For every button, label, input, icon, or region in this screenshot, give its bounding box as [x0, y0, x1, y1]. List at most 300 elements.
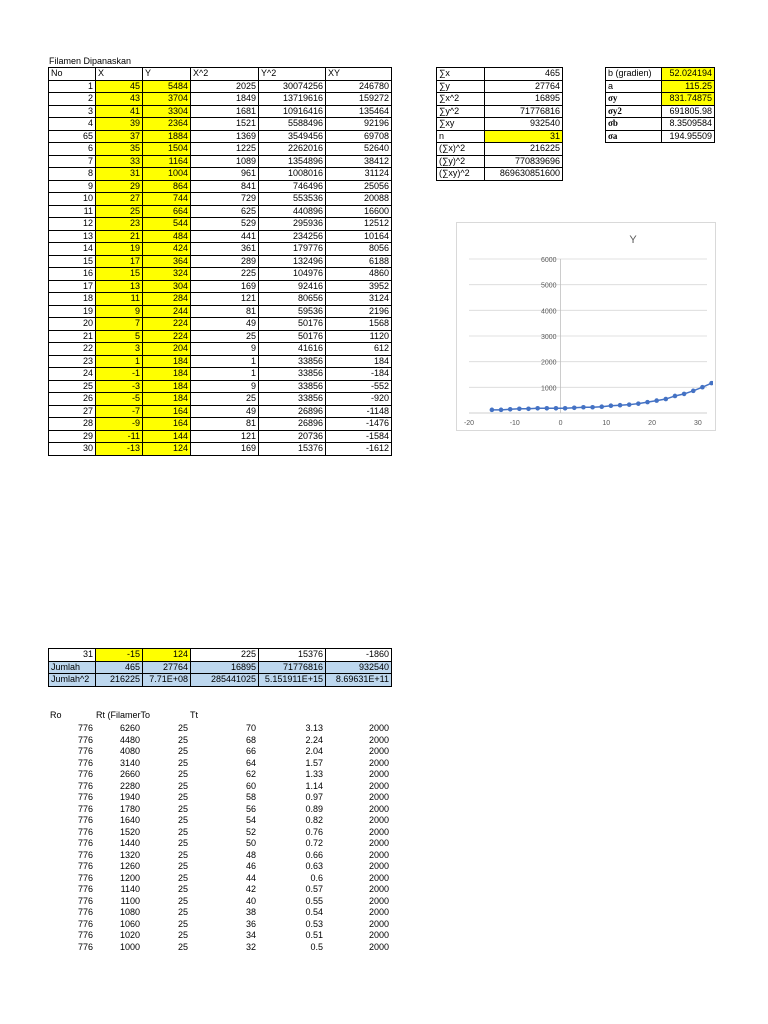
table-cell[interactable]: 1320 — [119, 849, 140, 860]
table-cell[interactable]: 60 — [245, 780, 256, 791]
table-cell[interactable]: -920 — [326, 393, 392, 406]
table-cell[interactable]: 361 — [191, 243, 259, 256]
table-cell[interactable]: 164 — [143, 418, 191, 431]
table-cell[interactable]: 59536 — [259, 305, 326, 318]
table-cell[interactable]: 1260 — [119, 861, 140, 871]
table-cell[interactable]: 104976 — [259, 268, 326, 281]
table-cell[interactable]: 2000 — [368, 792, 389, 802]
table-cell[interactable]: 3 — [49, 105, 96, 118]
table-cell[interactable]: 1020 — [119, 930, 140, 940]
table-cell[interactable]: 5 — [96, 330, 143, 343]
table-cell[interactable]: 776 — [77, 861, 93, 871]
table-cell[interactable]: 776 — [77, 884, 93, 894]
table-cell[interactable]: 529 — [191, 218, 259, 231]
table-cell[interactable]: 25 — [177, 895, 188, 906]
table-cell[interactable]: 1089 — [191, 155, 259, 168]
table-cell[interactable]: 289 — [191, 255, 259, 268]
table-cell[interactable]: 1 — [49, 80, 96, 93]
table-cell[interactable]: 26 — [49, 393, 96, 406]
table-cell[interactable]: 0.82 — [305, 815, 323, 825]
table-cell[interactable]: 25 — [177, 930, 188, 940]
table-cell[interactable]: 81 — [191, 305, 259, 318]
sum-label[interactable]: n — [437, 130, 485, 143]
table-cell[interactable]: 364 — [143, 255, 191, 268]
table-cell[interactable]: 304 — [143, 280, 191, 293]
table-cell[interactable]: 3124 — [326, 293, 392, 306]
table-cell[interactable]: 6260 — [119, 723, 140, 733]
table-cell[interactable]: 33856 — [259, 393, 326, 406]
table-cell[interactable]: 2000 — [368, 826, 389, 837]
table-cell[interactable]: 121 — [191, 293, 259, 306]
table-cell[interactable]: 1940 — [119, 792, 140, 802]
table-cell[interactable]: 465 — [96, 661, 143, 674]
table-cell[interactable]: 25 — [177, 803, 188, 814]
table-cell[interactable]: 2000 — [368, 941, 389, 952]
table-cell[interactable]: 3304 — [143, 105, 191, 118]
table-cell[interactable]: 729 — [191, 193, 259, 206]
table-cell[interactable]: 25 — [191, 330, 259, 343]
table-cell[interactable]: 16 — [49, 268, 96, 281]
table-cell[interactable]: 1 — [96, 355, 143, 368]
stat-label[interactable]: b (gradien) — [606, 68, 662, 81]
table-cell[interactable]: 1504 — [143, 143, 191, 156]
table-cell[interactable]: 2000 — [368, 803, 389, 814]
table-cell[interactable]: 3549456 — [259, 130, 326, 143]
stat-label[interactable]: σa — [606, 130, 662, 143]
table-cell[interactable]: 0.97 — [305, 792, 323, 802]
table-cell[interactable]: 8056 — [326, 243, 392, 256]
table-cell[interactable]: 6 — [49, 143, 96, 156]
table-cell[interactable]: 553536 — [259, 193, 326, 206]
table-cell[interactable]: 0.6 — [310, 872, 323, 883]
table-cell[interactable]: 29 — [49, 430, 96, 443]
table-cell[interactable]: 1 — [191, 368, 259, 381]
table-cell[interactable]: 15 — [96, 268, 143, 281]
table-cell[interactable]: 184 — [326, 355, 392, 368]
table-cell[interactable]: 544 — [143, 218, 191, 231]
table-cell[interactable]: 9 — [191, 343, 259, 356]
table-cell[interactable]: 33856 — [259, 355, 326, 368]
table-cell[interactable]: 1120 — [326, 330, 392, 343]
table-cell[interactable]: 23 — [96, 218, 143, 231]
table-cell[interactable]: 41616 — [259, 343, 326, 356]
table-cell[interactable]: 776 — [77, 826, 93, 837]
table-cell[interactable]: 169 — [191, 443, 259, 456]
table-cell[interactable]: -1584 — [326, 430, 392, 443]
table-cell[interactable]: -7 — [96, 405, 143, 418]
table-cell[interactable]: 0.51 — [305, 930, 323, 940]
table-cell[interactable]: 5484 — [143, 80, 191, 93]
table-cell[interactable]: 3704 — [143, 93, 191, 106]
table-cell[interactable]: 69708 — [326, 130, 392, 143]
table-cell[interactable]: 285441025 — [191, 674, 259, 687]
table-cell[interactable]: 216225 — [96, 674, 143, 687]
table-cell[interactable]: 124 — [143, 443, 191, 456]
table-cell[interactable]: 225 — [191, 268, 259, 281]
table-cell[interactable]: 58 — [245, 792, 256, 802]
table-cell[interactable]: -15 — [96, 649, 143, 662]
table-cell[interactable]: 2000 — [368, 757, 389, 768]
table-cell[interactable]: 776 — [77, 815, 93, 825]
table-cell[interactable]: 2.24 — [305, 734, 323, 745]
table-cell[interactable]: 8.69631E+11 — [326, 674, 392, 687]
chart-area[interactable] — [456, 222, 716, 431]
table-cell[interactable]: 25 — [177, 918, 188, 929]
table-cell[interactable]: 1369 — [191, 130, 259, 143]
table-cell[interactable]: 27 — [96, 193, 143, 206]
table-cell[interactable]: 68 — [245, 734, 256, 745]
table-cell[interactable]: 441 — [191, 230, 259, 243]
table-cell[interactable]: 28 — [49, 418, 96, 431]
table-cell[interactable]: 25 — [177, 907, 188, 917]
table-cell[interactable]: 1440 — [119, 838, 140, 848]
table-cell[interactable]: 746496 — [259, 180, 326, 193]
table-cell[interactable]: 0.66 — [305, 849, 323, 860]
table-cell[interactable]: 132496 — [259, 255, 326, 268]
table-cell[interactable]: 25 — [177, 826, 188, 837]
table-cell[interactable]: 5.151911E+15 — [259, 674, 326, 687]
stat-label[interactable]: σy — [606, 93, 662, 106]
sum-value[interactable]: 770839696 — [485, 155, 563, 168]
table-cell[interactable]: 2000 — [368, 861, 389, 871]
table-cell[interactable]: 2000 — [368, 780, 389, 791]
table-cell[interactable]: 49 — [191, 318, 259, 331]
table-cell[interactable]: 776 — [77, 895, 93, 906]
table-cell[interactable]: 776 — [77, 780, 93, 791]
table-cell[interactable]: 1780 — [119, 803, 140, 814]
table-cell[interactable]: 2000 — [368, 769, 389, 779]
table-cell[interactable]: 295936 — [259, 218, 326, 231]
table-cell[interactable]: 33856 — [259, 380, 326, 393]
table-cell[interactable]: 224 — [143, 318, 191, 331]
table-cell[interactable]: 25 — [177, 780, 188, 791]
table-cell[interactable]: 25 — [177, 861, 188, 871]
table-cell[interactable]: 2280 — [119, 780, 140, 791]
table-cell[interactable]: 31124 — [326, 168, 392, 181]
table-cell[interactable]: 52640 — [326, 143, 392, 156]
table-cell[interactable]: 776 — [77, 941, 93, 952]
table-cell[interactable]: 92416 — [259, 280, 326, 293]
table-cell[interactable]: 4080 — [119, 746, 140, 756]
table-cell[interactable]: 19 — [49, 305, 96, 318]
stat-value[interactable]: 831.74875 — [662, 93, 715, 106]
sum-value[interactable]: 869630851600 — [485, 168, 563, 181]
table-cell[interactable]: 65 — [49, 130, 96, 143]
table-cell[interactable]: 13719616 — [259, 93, 326, 106]
table-cell[interactable]: 1008016 — [259, 168, 326, 181]
table-cell[interactable]: 37 — [96, 130, 143, 143]
table-cell[interactable]: 45 — [96, 80, 143, 93]
sum-value[interactable]: 932540 — [485, 118, 563, 131]
table-cell[interactable]: 52 — [245, 826, 256, 837]
table-cell[interactable]: 184 — [143, 368, 191, 381]
sum-value[interactable]: 465 — [485, 68, 563, 81]
table-cell[interactable]: 244 — [143, 305, 191, 318]
table-cell[interactable]: 27764 — [143, 661, 191, 674]
table-cell[interactable]: 0.76 — [305, 826, 323, 837]
table-cell[interactable]: 159272 — [326, 93, 392, 106]
table-cell[interactable]: 9 — [49, 180, 96, 193]
table-cell[interactable]: -9 — [96, 418, 143, 431]
stat-value[interactable]: 194.95509 — [662, 130, 715, 143]
table-cell[interactable]: 3 — [96, 343, 143, 356]
table-cell[interactable]: 8 — [49, 168, 96, 181]
table-cell[interactable]: 0.5 — [310, 941, 323, 952]
table-cell[interactable]: 776 — [77, 792, 93, 802]
table-cell[interactable]: 184 — [143, 355, 191, 368]
table-cell[interactable]: 1100 — [120, 895, 140, 906]
table-cell[interactable]: -1148 — [326, 405, 392, 418]
table-cell[interactable]: 0.54 — [305, 907, 323, 917]
table-cell[interactable]: 2000 — [368, 895, 389, 906]
table-cell[interactable]: 10164 — [326, 230, 392, 243]
table-cell[interactable]: -3 — [96, 380, 143, 393]
table-cell[interactable]: 71776816 — [259, 661, 326, 674]
table-cell[interactable]: 1 — [191, 355, 259, 368]
table-cell[interactable]: 81 — [191, 418, 259, 431]
table-cell[interactable]: 776 — [77, 930, 93, 940]
table-cell[interactable]: 29 — [96, 180, 143, 193]
stat-value[interactable]: 691805.98 — [662, 105, 715, 118]
table-cell[interactable]: 34 — [245, 930, 256, 940]
table-cell[interactable]: -13 — [96, 443, 143, 456]
table-cell[interactable]: 20736 — [259, 430, 326, 443]
table-cell[interactable]: 56 — [245, 803, 256, 814]
table-cell[interactable]: 9 — [191, 380, 259, 393]
table-cell[interactable]: -1612 — [326, 443, 392, 456]
table-cell[interactable]: 440896 — [259, 205, 326, 218]
table-cell[interactable]: 1225 — [191, 143, 259, 156]
table-cell[interactable]: 3.13 — [305, 723, 323, 733]
table-cell[interactable]: 50176 — [259, 330, 326, 343]
table-cell[interactable]: 44 — [245, 872, 256, 883]
table-cell[interactable]: 1080 — [119, 907, 140, 917]
table-cell[interactable]: -5 — [96, 393, 143, 406]
table-cell[interactable]: 0.57 — [305, 884, 323, 894]
table-cell[interactable]: 33856 — [259, 368, 326, 381]
table-cell[interactable]: 1520 — [119, 826, 140, 837]
table-cell[interactable]: 234256 — [259, 230, 326, 243]
table-cell[interactable]: 2025 — [191, 80, 259, 93]
table-cell[interactable]: 80656 — [259, 293, 326, 306]
table-cell[interactable]: 25 — [177, 838, 188, 848]
table-cell[interactable]: 4 — [49, 118, 96, 131]
table-cell[interactable]: 1004 — [143, 168, 191, 181]
table-cell[interactable]: 13 — [49, 230, 96, 243]
table-cell[interactable]: 1640 — [119, 815, 140, 825]
table-cell[interactable]: 776 — [77, 907, 93, 917]
table-cell[interactable]: 92196 — [326, 118, 392, 131]
table-cell[interactable]: 776 — [77, 803, 93, 814]
table-cell[interactable]: 13 — [96, 280, 143, 293]
table-cell[interactable]: 121 — [191, 430, 259, 443]
table-cell[interactable]: 64 — [245, 757, 256, 768]
table-cell[interactable]: 7 — [96, 318, 143, 331]
table-cell[interactable]: 6188 — [326, 255, 392, 268]
table-cell[interactable]: 7 — [49, 155, 96, 168]
table-cell[interactable]: 224 — [143, 330, 191, 343]
sum-value[interactable]: 31 — [485, 130, 563, 143]
table-cell[interactable]: 31 — [49, 649, 96, 662]
table-cell[interactable]: 50176 — [259, 318, 326, 331]
table-cell[interactable]: 1884 — [143, 130, 191, 143]
table-cell[interactable]: 32 — [245, 941, 256, 952]
table-cell[interactable]: 2000 — [368, 815, 389, 825]
table-cell[interactable]: 324 — [143, 268, 191, 281]
table-cell[interactable]: 776 — [77, 849, 93, 860]
table-cell[interactable]: 25 — [177, 792, 188, 802]
table-cell[interactable]: -1476 — [326, 418, 392, 431]
table-cell[interactable]: 25 — [177, 884, 188, 894]
table-cell[interactable]: 2262016 — [259, 143, 326, 156]
column-header[interactable]: X^2 — [191, 68, 259, 81]
table-cell[interactable]: 2000 — [368, 734, 389, 745]
column-header[interactable]: Y^2 — [259, 68, 326, 81]
column-header[interactable]: XY — [326, 68, 392, 81]
table-cell[interactable]: 2364 — [143, 118, 191, 131]
table-cell[interactable]: 15 — [49, 255, 96, 268]
table-cell[interactable]: 1.57 — [305, 757, 323, 768]
table-cell[interactable]: 484 — [143, 230, 191, 243]
table-cell[interactable]: 46 — [245, 861, 256, 871]
stat-value[interactable]: 115.25 — [662, 80, 715, 93]
table-cell[interactable]: 246780 — [326, 80, 392, 93]
table-cell[interactable]: 776 — [77, 838, 93, 848]
table-cell[interactable]: 2.04 — [305, 746, 323, 756]
table-cell[interactable]: 9 — [96, 305, 143, 318]
table-cell[interactable]: 184 — [143, 393, 191, 406]
table-cell[interactable]: 25 — [177, 757, 188, 768]
stat-label[interactable]: σb — [606, 118, 662, 131]
sum-value[interactable]: 16895 — [485, 93, 563, 106]
table-cell[interactable]: 284 — [143, 293, 191, 306]
table-cell[interactable]: 7.71E+08 — [143, 674, 191, 687]
table-cell[interactable]: 1681 — [191, 105, 259, 118]
table-cell[interactable]: -552 — [326, 380, 392, 393]
table-cell[interactable]: 776 — [77, 723, 93, 733]
table-cell[interactable]: 48 — [245, 849, 256, 860]
table-cell[interactable]: 12 — [49, 218, 96, 231]
table-cell[interactable]: 19 — [96, 243, 143, 256]
column-header[interactable]: Y — [143, 68, 191, 81]
sum-label[interactable]: ∑y — [437, 80, 485, 93]
table-cell[interactable]: 25 — [49, 380, 96, 393]
table-cell[interactable]: 1568 — [326, 318, 392, 331]
table-cell[interactable]: 21 — [49, 330, 96, 343]
table-cell[interactable]: 16895 — [191, 661, 259, 674]
table-cell[interactable]: -1860 — [326, 649, 392, 662]
table-cell[interactable]: 27 — [49, 405, 96, 418]
table-cell[interactable]: 30074256 — [259, 80, 326, 93]
table-cell[interactable]: 5588496 — [259, 118, 326, 131]
table-cell[interactable]: 33 — [96, 155, 143, 168]
table-cell[interactable]: 22 — [49, 343, 96, 356]
table-cell[interactable]: 10916416 — [259, 105, 326, 118]
table-cell[interactable]: 23 — [49, 355, 96, 368]
table-cell[interactable]: Jumlah^2 — [49, 674, 96, 687]
table-cell[interactable]: -11 — [96, 430, 143, 443]
table-cell[interactable]: 70 — [245, 723, 256, 733]
table-cell[interactable]: 1849 — [191, 93, 259, 106]
table-cell[interactable]: 179776 — [259, 243, 326, 256]
sum-label[interactable]: ∑x^2 — [437, 93, 485, 106]
table-cell[interactable]: 25 — [96, 205, 143, 218]
sum-label[interactable]: (∑xy)^2 — [437, 168, 485, 181]
table-cell[interactable]: 11 — [96, 293, 143, 306]
table-cell[interactable]: 25 — [177, 815, 188, 825]
table-cell[interactable]: 2000 — [368, 884, 389, 894]
table-cell[interactable]: 16600 — [326, 205, 392, 218]
stat-value[interactable]: 52.024194 — [662, 68, 715, 81]
table-cell[interactable]: 1200 — [119, 872, 140, 883]
table-cell[interactable]: 776 — [77, 769, 93, 779]
table-cell[interactable]: 0.55 — [305, 895, 323, 906]
table-cell[interactable]: 4480 — [119, 734, 140, 745]
table-cell[interactable]: 2000 — [368, 872, 389, 883]
table-cell[interactable]: 25 — [177, 746, 188, 756]
stat-label[interactable]: a — [606, 80, 662, 93]
table-cell[interactable]: 1.14 — [305, 780, 323, 791]
table-cell[interactable]: 664 — [143, 205, 191, 218]
sum-value[interactable]: 27764 — [485, 80, 563, 93]
table-cell[interactable]: -1 — [96, 368, 143, 381]
table-cell[interactable]: 17 — [49, 280, 96, 293]
table-cell[interactable]: 841 — [191, 180, 259, 193]
table-cell[interactable]: -184 — [326, 368, 392, 381]
table-cell[interactable]: 25 — [177, 849, 188, 860]
table-cell[interactable]: 776 — [77, 918, 93, 929]
table-cell[interactable]: 0.53 — [305, 918, 323, 929]
table-cell[interactable]: 14 — [49, 243, 96, 256]
table-cell[interactable]: 31 — [96, 168, 143, 181]
table-cell[interactable]: 776 — [77, 872, 93, 883]
table-cell[interactable]: 10 — [49, 193, 96, 206]
table-cell[interactable]: 66 — [245, 746, 256, 756]
table-cell[interactable]: 3140 — [119, 757, 140, 768]
table-cell[interactable]: 932540 — [326, 661, 392, 674]
table-cell[interactable]: 776 — [77, 746, 93, 756]
table-cell[interactable]: 2 — [49, 93, 96, 106]
table-cell[interactable]: 43 — [96, 93, 143, 106]
table-cell[interactable]: 776 — [77, 734, 93, 745]
table-cell[interactable]: 1354896 — [259, 155, 326, 168]
column-header[interactable]: X — [96, 68, 143, 81]
table-cell[interactable]: 744 — [143, 193, 191, 206]
table-cell[interactable]: 54 — [245, 815, 256, 825]
table-cell[interactable]: 12512 — [326, 218, 392, 231]
table-cell[interactable]: 25056 — [326, 180, 392, 193]
table-cell[interactable]: 0.89 — [305, 803, 323, 814]
column-header[interactable]: No — [49, 68, 96, 81]
table-cell[interactable]: 2000 — [368, 723, 389, 733]
table-cell[interactable]: 612 — [326, 343, 392, 356]
table-cell[interactable]: 135464 — [326, 105, 392, 118]
table-cell[interactable]: 2000 — [368, 930, 389, 940]
table-cell[interactable]: 3952 — [326, 280, 392, 293]
table-cell[interactable]: 204 — [143, 343, 191, 356]
sum-label[interactable]: ∑y^2 — [437, 105, 485, 118]
sum-value[interactable]: 71776816 — [485, 105, 563, 118]
stat-value[interactable]: 8.3509584 — [662, 118, 715, 131]
table-cell[interactable]: 38412 — [326, 155, 392, 168]
table-cell[interactable]: 424 — [143, 243, 191, 256]
table-cell[interactable]: 2000 — [368, 907, 389, 917]
table-cell[interactable]: 4860 — [326, 268, 392, 281]
table-cell[interactable]: 25 — [177, 734, 188, 745]
table-cell[interactable]: 50 — [245, 838, 256, 848]
table-cell[interactable]: 30 — [49, 443, 96, 456]
table-cell[interactable]: 144 — [143, 430, 191, 443]
